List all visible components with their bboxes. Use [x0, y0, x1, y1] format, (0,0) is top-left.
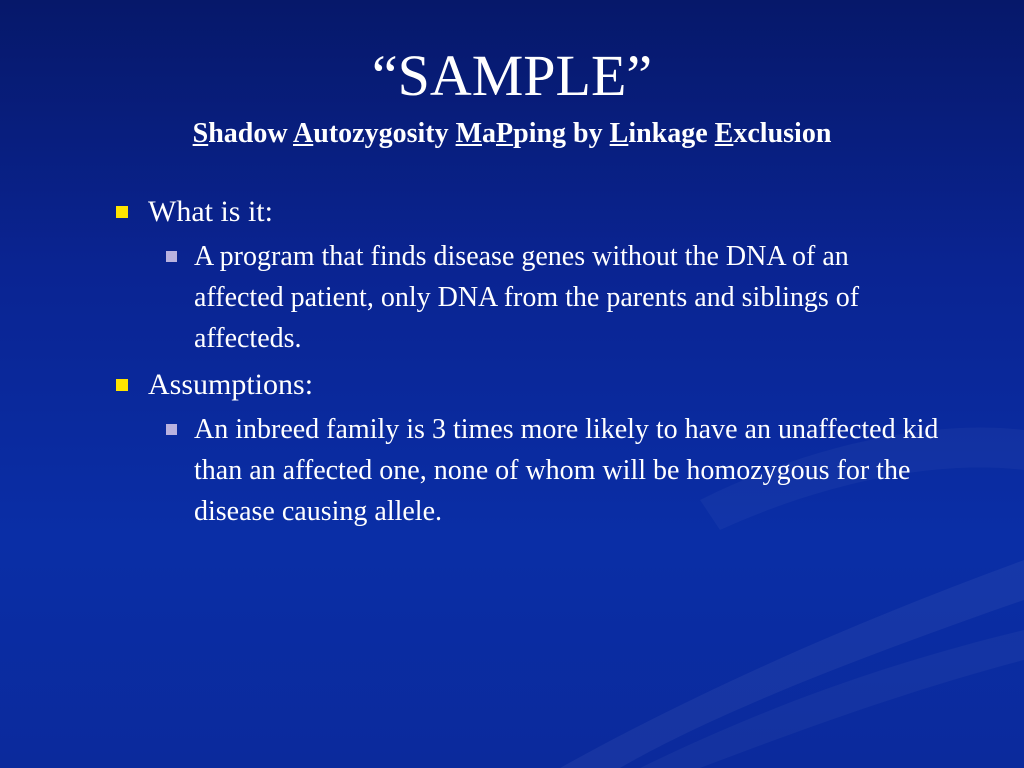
subtitle-part: S [192, 118, 209, 149]
bullet-list [112, 192, 952, 538]
bullet-text: Assumptions: [148, 368, 314, 401]
sub-bullet-text: A program that finds disease genes without the DNA of an affected patient, only DNA from the parents and siblings of affecteds. [194, 241, 860, 354]
square-bullet-icon [116, 206, 128, 218]
subtitle-part: ping by [513, 118, 610, 149]
subtitle-part: xclusion [733, 118, 832, 149]
square-bullet-icon [116, 379, 128, 391]
slide-subtitle [0, 116, 1024, 152]
bullet-item-assumptions [112, 365, 952, 405]
square-bullet-icon [166, 424, 177, 435]
subtitle-part: M [455, 118, 483, 149]
sub-bullet-item-assumption [162, 409, 944, 532]
subtitle-part: hadow [208, 118, 294, 149]
subtitle-part: inkage [628, 118, 715, 149]
subtitle-part: A [293, 118, 314, 149]
sub-bullet-text: An inbreed family is 3 times more likely to have an unaffected kid than an affected one, none of whom will be homozygous for the disease causing allele. [194, 414, 939, 527]
subtitle-part: L [609, 118, 629, 149]
bullet-item-what-is-it [112, 192, 952, 232]
square-bullet-icon [166, 251, 177, 262]
bullet-text: What is it: [148, 195, 273, 228]
slide-title: “SAMPLE” [371, 43, 653, 108]
subtitle-part: E [714, 118, 734, 149]
subtitle-part: utozygosity [313, 118, 456, 149]
subtitle-part: P [496, 118, 514, 149]
sub-bullet-item-definition [162, 236, 944, 359]
subtitle-part: a [482, 118, 497, 149]
